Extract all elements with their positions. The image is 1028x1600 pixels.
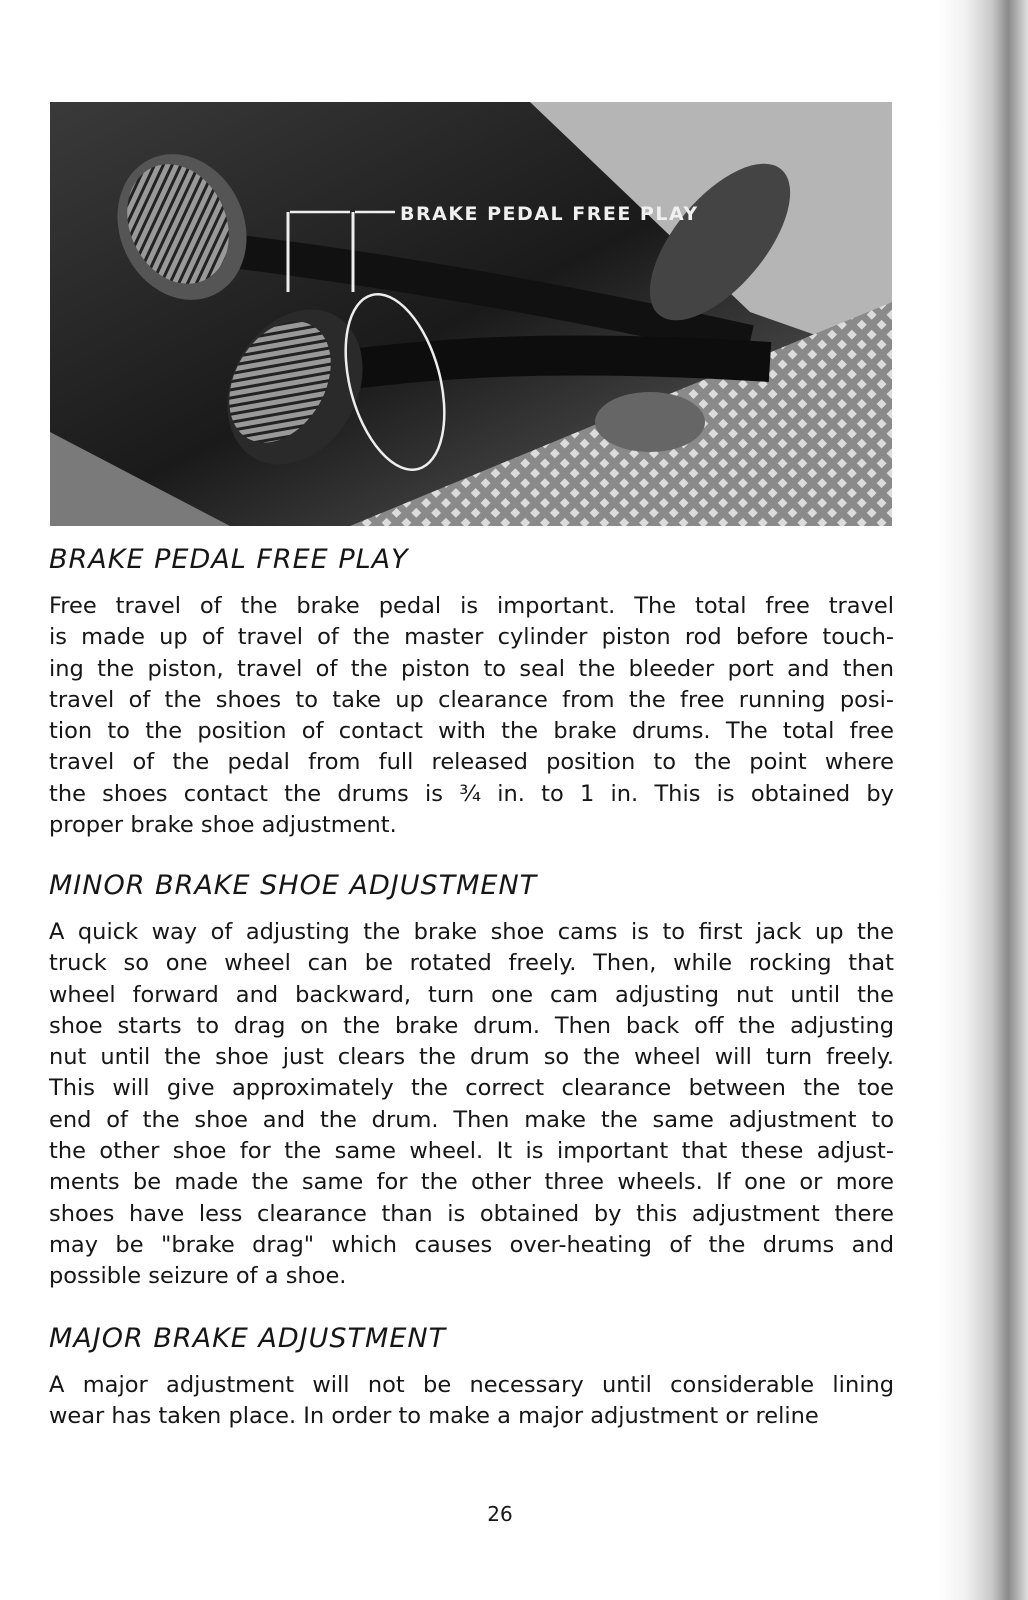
section-heading: BRAKE PEDAL FREE PLAY: [49, 544, 409, 575]
text-line: travel of the pedal from full released position to the point where: [49, 749, 894, 776]
text-line: A major adjustment will not be necessary until considerable lining: [49, 1372, 894, 1398]
text-line: wheel forward and backward, turn one cam adjusting nut until the: [49, 981, 894, 1008]
page-number: 26: [487, 1502, 513, 1526]
text-line: ing the piston, travel of the piston to seal the bleeder port and then: [49, 655, 894, 682]
text-line: end of the shoe and the drum. Then make the same adjustment to: [49, 1106, 894, 1133]
text-line: proper brake shoe adjustment.: [49, 812, 397, 839]
text-line: is made up of travel of the master cylinder piston rod before touch-: [49, 624, 894, 651]
section-heading: MINOR BRAKE SHOE ADJUSTMENT: [49, 870, 538, 901]
section-body: [49, 917, 894, 1293]
figure-label: BRAKE PEDAL FREE PLAY: [400, 203, 699, 225]
text-line: may be "brake drag" which causes over-heating of the drums and: [49, 1231, 894, 1258]
text-line: shoes have less clearance than is obtained by this adjustment there: [49, 1200, 894, 1227]
text-line: Free travel of the brake pedal is important. The total free travel: [49, 593, 894, 619]
text-line: A quick way of adjusting the brake shoe cams is to first jack up the: [49, 919, 894, 945]
text-line: the other shoe for the same wheel. It is important that these adjust-: [49, 1138, 894, 1165]
text-line: shoe starts to drag on the brake drum. Then back off the adjusting: [49, 1012, 894, 1039]
text-line: tion to the position of contact with the brake drums. The total free: [49, 718, 894, 745]
text-line: This will give approximately the correct clearance between the toe: [49, 1075, 894, 1102]
text-line: nut until the shoe just clears the drum so the wheel will turn freely.: [49, 1044, 894, 1071]
text-line: possible seizure of a shoe.: [49, 1263, 347, 1290]
text-line: travel of the shoes to take up clearance from the free running posi-: [49, 686, 894, 713]
section-heading: MAJOR BRAKE ADJUSTMENT: [49, 1323, 447, 1354]
section-body: [49, 1370, 894, 1433]
text-line: the shoes contact the drums is ¾ in. to 1 in. This is obtained by: [49, 780, 894, 807]
text-line: truck so one wheel can be rotated freely. Then, while rocking that: [49, 950, 894, 977]
section-body: [49, 591, 894, 841]
brake-pedal-photo: [50, 102, 892, 526]
page-edge-shadow: [938, 0, 1028, 1600]
text-line: ments be made the same for the other three wheels. If one or more: [49, 1169, 894, 1196]
text-line: wear has taken place. In order to make a major adjustment or reline: [49, 1403, 819, 1430]
